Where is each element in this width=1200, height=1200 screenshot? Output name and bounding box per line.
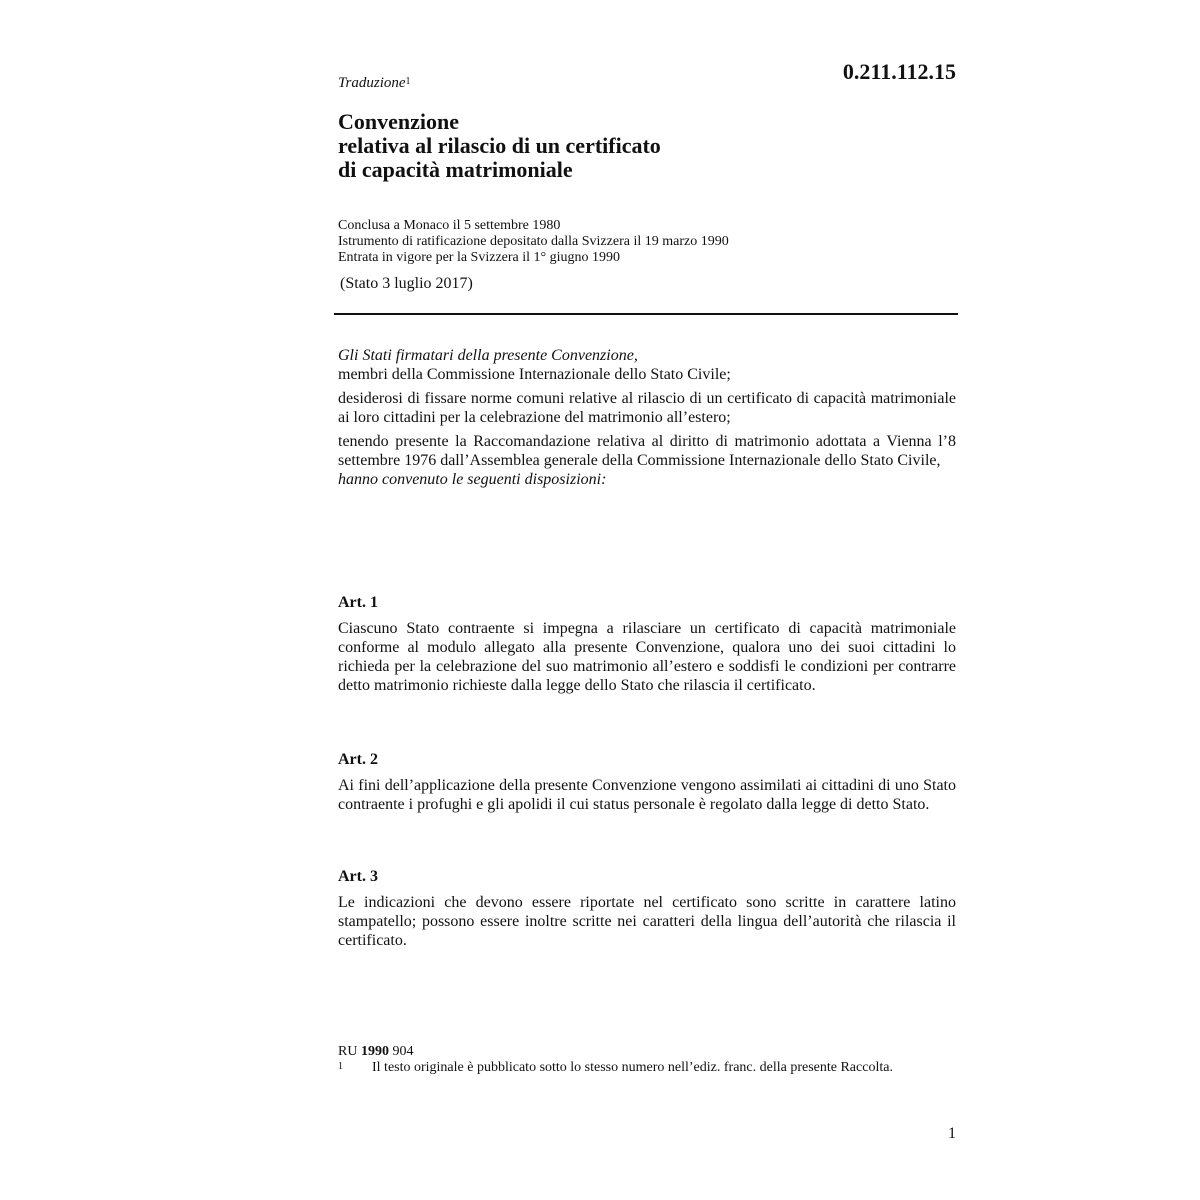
document-title <box>338 110 956 182</box>
entry-into-force-line: Entrata in vigore per la Svizzera il 1° giugno 1990 <box>338 250 621 265</box>
footnotes <box>338 1044 918 1076</box>
translation-label <box>338 74 956 92</box>
page-number: 1 <box>948 1125 956 1142</box>
preamble-closing: hanno convenuto le seguenti disposizioni: <box>338 471 607 488</box>
title-line-1: Convenzione <box>338 109 459 134</box>
treaty-metadata <box>338 218 956 266</box>
article-3-title: Art. 3 <box>338 868 378 885</box>
title-line-2: relativa al rilascio di un certificato <box>338 133 661 158</box>
article-1-text: Ciascuno Stato contraente si impegna a rilasciare un certificato di capacità matrimoniale conforme al modulo allegato alla presente Convenzione, qualora uno dei suoi cittadini lo richieda per la celebrazione del suo matrimonio all’estero e soddisfi le condizioni per contrarre detto matrimonio richieste dalla legge dello Stato che rilascia il certificato. <box>338 620 956 694</box>
article-3 <box>338 867 956 950</box>
preamble-intro-italic: Gli Stati firmatari della presente Convenzione, <box>338 347 638 364</box>
footnote-text: Il testo originale è pubblicato sotto lo stesso numero nell’ediz. franc. della presente Raccolta. <box>372 1060 893 1075</box>
ru-page: 904 <box>392 1044 414 1059</box>
article-1 <box>338 593 956 695</box>
translation-text: Traduzione <box>338 75 406 91</box>
article-3-text: Le indicazioni che devono essere riportate nel certificato sono scritte in carattere latino stampatello; possono essere inoltre scritte nei caratteri della lingua dell’autorità che rilascia il certificato. <box>338 894 956 949</box>
title-line-3: di capacità matrimoniale <box>338 157 573 182</box>
preamble-paragraph-3: tenendo presente la Raccomandazione relativa al diritto di matrimonio adottata a Vienna l’8 settembre 1976 dall’Assemblea generale della Commissione Internazionale dello Stato Civile, <box>338 433 956 469</box>
ru-year: 1990 <box>360 1044 389 1059</box>
ru-reference <box>338 1044 918 1060</box>
article-1-title: Art. 1 <box>338 594 378 611</box>
ru-prefix: RU <box>338 1044 358 1059</box>
preamble-paragraph-2: desiderosi di fissare norme comuni relative al rilascio di un certificato di capacità matrimoniale ai loro cittadini per la celebrazione del matrimonio all’estero; <box>338 390 956 426</box>
article-2-text: Ai fini dell’applicazione della presente Convenzione vengono assimilati ai cittadini di uno Stato contraente i profughi e gli apolidi il cui status personale è regolato dalla legge di detto Stato. <box>338 777 956 813</box>
footnote-mark: 1 <box>338 1061 343 1072</box>
preamble <box>338 346 956 489</box>
article-2-title: Art. 2 <box>338 751 378 768</box>
footnote-1 <box>338 1060 918 1076</box>
concluded-line: Conclusa a Monaco il 5 settembre 1980 <box>338 218 561 233</box>
sr-number: 0.211.112.15 <box>842 59 956 84</box>
status-date: (Stato 3 luglio 2017) <box>340 275 473 292</box>
ratification-line: Istrumento di ratificazione depositato dalla Svizzera il 19 marzo 1990 <box>338 234 729 249</box>
preamble-intro <box>338 346 956 384</box>
article-2 <box>338 750 956 814</box>
preamble-intro-rest: membri della Commissione Internazionale dello Stato Civile; <box>338 366 731 383</box>
footnote-ref[interactable]: 1 <box>405 76 411 87</box>
header-divider <box>334 313 958 315</box>
